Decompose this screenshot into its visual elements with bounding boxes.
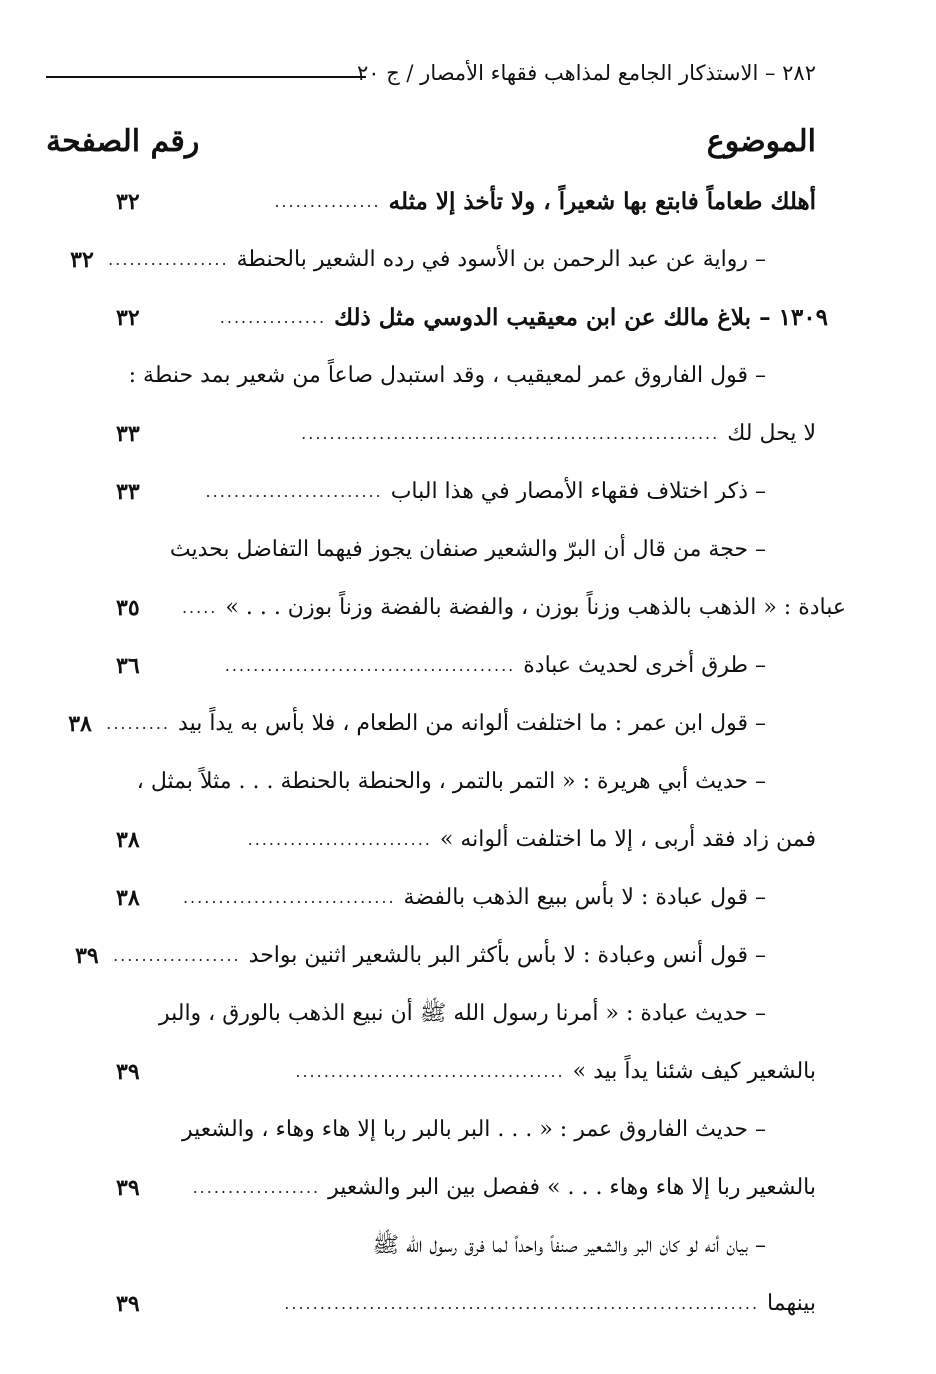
running-header: ٢٨٢ – الاستذكار الجامع لمذاهب فقهاء الأمصار / ج ٢٠ xyxy=(356,61,816,85)
toc-entry xyxy=(116,646,816,686)
toc-entry xyxy=(116,414,816,454)
toc-entry-text: – قول عبادة : لا بأس ببيع الذهب بالفضة xyxy=(403,885,766,910)
toc-entry xyxy=(116,1052,816,1092)
toc-page-number: ٣٩ xyxy=(116,1059,140,1085)
toc-page-number: ٣٨ xyxy=(116,885,140,911)
header-rule xyxy=(46,76,366,78)
toc-entry-text: – حديث عبادة : « أمرنا رسول الله ﷺ أن نبيع الذهب بالورق ، والبر xyxy=(158,1001,766,1026)
toc-page-number: ٣٥ xyxy=(116,595,140,621)
toc-entry-text: – حجة من قال أن البرّ والشعير صنفان يجوز فيهما التفاضل بحديث xyxy=(169,537,766,562)
toc-leader-dots: ........................................................... xyxy=(301,424,720,443)
toc-entry xyxy=(116,298,828,338)
toc-page-number: ٣٩ xyxy=(116,1175,140,1201)
toc-page-number: ٣٦ xyxy=(116,653,140,679)
toc-page-number: ٣٨ xyxy=(68,711,92,737)
toc-entry-text: – ذكر اختلاف فقهاء الأمصار في هذا الباب xyxy=(390,479,766,504)
toc-entry xyxy=(116,820,816,860)
toc-leader-dots: ...................................... xyxy=(295,1062,565,1081)
toc-entry-text: – قول أنس وعبادة : لا بأس بأكثر البر بالشعير اثنين بواحد xyxy=(248,943,766,968)
toc-page-number: ٣٨ xyxy=(116,827,140,853)
toc-leader-dots: ............... xyxy=(219,308,327,327)
toc-entry xyxy=(116,878,816,918)
toc-page-number: ٣٣ xyxy=(116,479,140,505)
toc-entry xyxy=(116,1110,816,1150)
toc-page-number: ٣٩ xyxy=(116,1291,140,1317)
toc-leader-dots: ......... xyxy=(106,714,171,733)
toc-entry-text: – بيان أنه لو كان البر والشعير صنفاً واحداً لما فرق رسول الله ﷺ xyxy=(372,1233,766,1258)
toc-leader-dots: ................. xyxy=(108,250,229,269)
toc-entry-text: بالشعير ربا إلا هاء وهاء . . . » ففصل بين البر والشعير xyxy=(328,1175,816,1200)
toc-leader-dots: .............................. xyxy=(182,888,396,907)
toc-page-number: ٣٢ xyxy=(70,247,94,273)
toc-entry xyxy=(116,1226,816,1266)
toc-entry-text: بالشعير كيف شئنا يداً بيد » xyxy=(572,1059,816,1084)
toc-leader-dots: .................. xyxy=(192,1178,321,1197)
toc-leader-dots: ..... xyxy=(181,598,218,617)
toc-entry-text: ١٣٠٩ – بلاغ مالك عن ابن معيقيب الدوسي مثل ذلك xyxy=(334,304,828,331)
toc-entry xyxy=(116,588,846,628)
toc-leader-dots: ................................................................... xyxy=(284,1294,760,1313)
toc-entry xyxy=(68,704,816,744)
toc-entry-text: – حديث الفاروق عمر : « . . . البر بالبر ربا إلا هاء وهاء ، والشعير xyxy=(181,1117,766,1142)
toc-entry xyxy=(75,936,816,976)
toc-leader-dots: ......................................... xyxy=(224,656,516,675)
toc-entry xyxy=(116,994,816,1034)
toc-entry-text: – طرق أخرى لحديث عبادة xyxy=(523,653,766,678)
toc-page-number: ٣٩ xyxy=(75,943,99,969)
toc-entry xyxy=(116,762,816,802)
toc-page-number: ٣٢ xyxy=(116,189,140,215)
toc-leader-dots: ............... xyxy=(274,192,381,211)
toc-entry-text: عبادة : « الذهب بالذهب وزناً بوزن ، والفضة بالفضة وزناً بوزن . . . » xyxy=(225,595,846,620)
toc-entry xyxy=(116,530,816,570)
toc-page-number: ٣٢ xyxy=(116,305,140,331)
toc-entry-text: لا يحل لك xyxy=(727,421,816,446)
toc-leader-dots: .................. xyxy=(113,946,241,965)
toc-entry xyxy=(70,240,816,280)
toc-entry xyxy=(116,356,816,396)
toc-entry xyxy=(116,182,816,222)
toc-entry-text: – حديث أبي هريرة : « التمر بالتمر ، والحنطة بالحنطة . . . مثلاً بمثل ، xyxy=(136,769,766,794)
toc-page-number: ٣٣ xyxy=(116,421,140,447)
toc-leader-dots: .......................... xyxy=(247,830,432,849)
column-heading-topic: الموضوع xyxy=(706,124,816,159)
toc-entry-text: – رواية عن عبد الرحمن بن الأسود في رده الشعير بالحنطة xyxy=(236,247,766,272)
toc-entry-text: – قول ابن عمر : ما اختلفت ألوانه من الطعام ، فلا بأس به يداً بيد xyxy=(178,711,766,736)
toc-entry-text: بينهما xyxy=(767,1291,816,1316)
toc-entry-text: أهلك طعاماً فابتع بها شعيراً ، ولا تأخذ إلا مثله xyxy=(388,188,816,215)
toc-leader-dots: ......................... xyxy=(205,482,383,501)
toc-entry-text: فمن زاد فقد أربى ، إلا ما اختلفت ألوانه » xyxy=(439,827,816,852)
column-heading-page-number: رقم الصفحة xyxy=(46,124,200,159)
toc-entry xyxy=(116,1168,816,1208)
toc-entry-text: – قول الفاروق عمر لمعيقيب ، وقد استبدل صاعاً من شعير بمد حنطة : xyxy=(128,363,766,388)
toc-entry xyxy=(116,1284,816,1324)
toc-entry xyxy=(116,472,816,512)
